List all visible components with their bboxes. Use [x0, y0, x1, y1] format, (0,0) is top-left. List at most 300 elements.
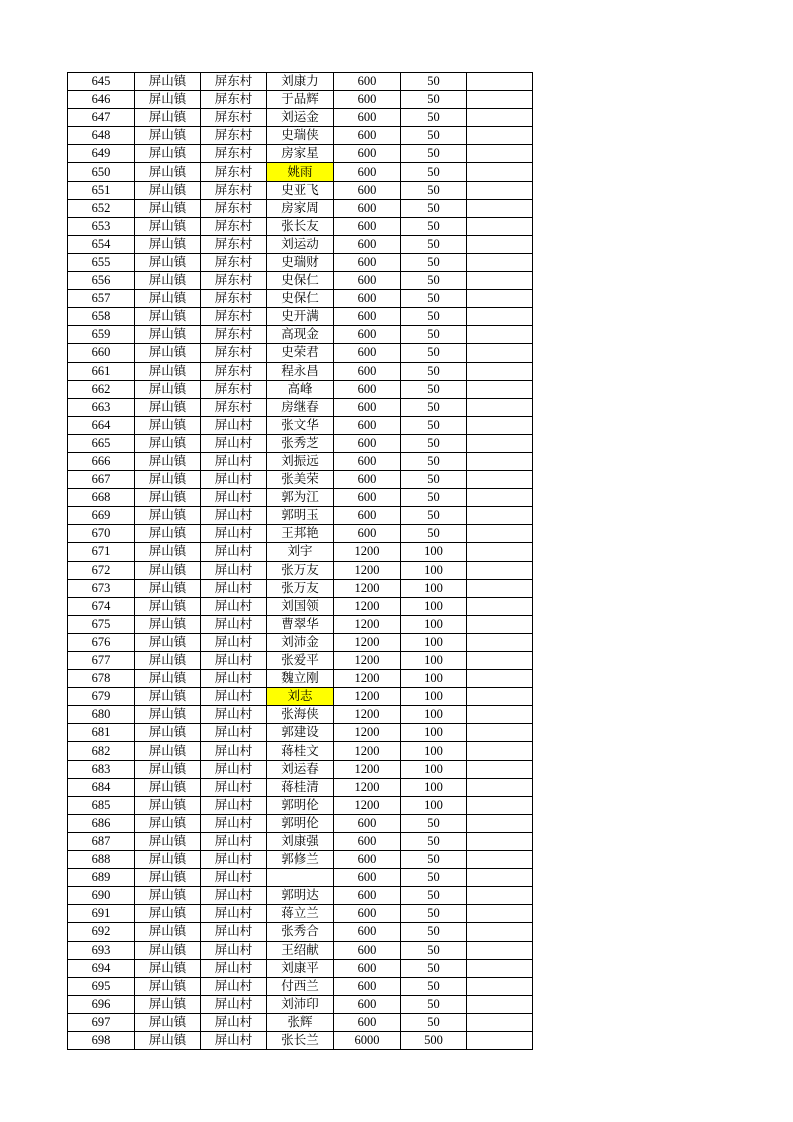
name-cell: 史瑞财	[267, 253, 334, 271]
name-cell: 史开满	[267, 308, 334, 326]
table-row	[68, 416, 533, 434]
row-number-cell: 685	[68, 796, 135, 814]
row-number-cell: 698	[68, 1031, 135, 1049]
village-cell: 屏东村	[201, 326, 267, 344]
town-cell: 屏山镇	[135, 633, 201, 651]
note-cell	[467, 1031, 533, 1049]
town-cell: 屏山镇	[135, 814, 201, 832]
name-cell: 刘宇	[267, 543, 334, 561]
table-row	[68, 1031, 533, 1049]
note-cell	[467, 344, 533, 362]
count-cell: 50	[401, 398, 467, 416]
table-row	[68, 543, 533, 561]
row-number-cell: 660	[68, 344, 135, 362]
town-cell: 屏山镇	[135, 73, 201, 91]
town-cell: 屏山镇	[135, 344, 201, 362]
amount-cell: 600	[334, 416, 401, 434]
amount-cell: 600	[334, 832, 401, 850]
village-cell: 屏山村	[201, 796, 267, 814]
row-number-cell: 683	[68, 760, 135, 778]
town-cell: 屏山镇	[135, 525, 201, 543]
village-cell: 屏山村	[201, 941, 267, 959]
row-number-cell: 654	[68, 235, 135, 253]
count-cell: 100	[401, 742, 467, 760]
row-number-cell: 676	[68, 633, 135, 651]
note-cell	[467, 561, 533, 579]
village-cell: 屏山村	[201, 869, 267, 887]
amount-cell: 600	[334, 308, 401, 326]
count-cell: 50	[401, 73, 467, 91]
amount-cell: 1200	[334, 706, 401, 724]
table-row	[68, 326, 533, 344]
row-number-cell: 652	[68, 199, 135, 217]
table-row	[68, 579, 533, 597]
village-cell: 屏山村	[201, 597, 267, 615]
village-cell: 屏东村	[201, 145, 267, 163]
amount-cell: 1200	[334, 597, 401, 615]
village-cell: 屏东村	[201, 290, 267, 308]
table-row	[68, 923, 533, 941]
table-row	[68, 73, 533, 91]
name-cell: 房继春	[267, 398, 334, 416]
row-number-cell: 695	[68, 977, 135, 995]
note-cell	[467, 977, 533, 995]
row-number-cell: 649	[68, 145, 135, 163]
row-number-cell: 645	[68, 73, 135, 91]
row-number-cell: 661	[68, 362, 135, 380]
row-number-cell: 665	[68, 434, 135, 452]
table-row	[68, 344, 533, 362]
note-cell	[467, 832, 533, 850]
note-cell	[467, 290, 533, 308]
note-cell	[467, 380, 533, 398]
amount-cell: 600	[334, 851, 401, 869]
name-cell: 刘康强	[267, 832, 334, 850]
name-cell: 郭明达	[267, 887, 334, 905]
village-cell: 屏山村	[201, 615, 267, 633]
count-cell: 50	[401, 814, 467, 832]
note-cell	[467, 91, 533, 109]
row-number-cell: 686	[68, 814, 135, 832]
name-cell: 刘国领	[267, 597, 334, 615]
count-cell: 50	[401, 326, 467, 344]
amount-cell: 1200	[334, 760, 401, 778]
amount-cell: 600	[334, 1013, 401, 1031]
town-cell: 屏山镇	[135, 887, 201, 905]
table-row	[68, 471, 533, 489]
table-row	[68, 452, 533, 470]
table-row	[68, 217, 533, 235]
amount-cell: 600	[334, 127, 401, 145]
row-number-cell: 646	[68, 91, 135, 109]
name-cell: 房家星	[267, 145, 334, 163]
count-cell: 50	[401, 1013, 467, 1031]
town-cell: 屏山镇	[135, 724, 201, 742]
amount-cell: 600	[334, 109, 401, 127]
note-cell	[467, 1013, 533, 1031]
town-cell: 屏山镇	[135, 1031, 201, 1049]
village-cell: 屏山村	[201, 434, 267, 452]
amount-cell: 1200	[334, 543, 401, 561]
note-cell	[467, 217, 533, 235]
village-cell: 屏东村	[201, 163, 267, 181]
village-cell: 屏东村	[201, 109, 267, 127]
row-number-cell: 693	[68, 941, 135, 959]
note-cell	[467, 235, 533, 253]
row-number-cell: 673	[68, 579, 135, 597]
note-cell	[467, 416, 533, 434]
note-cell	[467, 308, 533, 326]
amount-cell: 600	[334, 181, 401, 199]
amount-cell: 600	[334, 73, 401, 91]
amount-cell: 1200	[334, 579, 401, 597]
count-cell: 50	[401, 362, 467, 380]
table-row	[68, 290, 533, 308]
row-number-cell: 672	[68, 561, 135, 579]
amount-cell: 1200	[334, 778, 401, 796]
name-cell: 房家周	[267, 199, 334, 217]
count-cell: 100	[401, 652, 467, 670]
name-cell: 张文华	[267, 416, 334, 434]
row-number-cell: 659	[68, 326, 135, 344]
count-cell: 100	[401, 724, 467, 742]
name-cell: 张爱平	[267, 652, 334, 670]
name-cell: 高现金	[267, 326, 334, 344]
table-row	[68, 308, 533, 326]
amount-cell: 600	[334, 272, 401, 290]
note-cell	[467, 272, 533, 290]
table-row	[68, 489, 533, 507]
name-cell: 郭明玉	[267, 507, 334, 525]
count-cell: 50	[401, 851, 467, 869]
note-cell	[467, 362, 533, 380]
note-cell	[467, 398, 533, 416]
table-row	[68, 163, 533, 181]
row-number-cell: 684	[68, 778, 135, 796]
count-cell: 50	[401, 145, 467, 163]
table-row	[68, 851, 533, 869]
amount-cell: 600	[334, 905, 401, 923]
amount-cell: 1200	[334, 724, 401, 742]
count-cell: 50	[401, 869, 467, 887]
town-cell: 屏山镇	[135, 796, 201, 814]
village-cell: 屏山村	[201, 507, 267, 525]
town-cell: 屏山镇	[135, 561, 201, 579]
amount-cell: 600	[334, 253, 401, 271]
note-cell	[467, 543, 533, 561]
count-cell: 50	[401, 452, 467, 470]
table-row	[68, 199, 533, 217]
count-cell: 50	[401, 525, 467, 543]
count-cell: 50	[401, 995, 467, 1013]
name-cell: 史亚飞	[267, 181, 334, 199]
amount-cell: 600	[334, 217, 401, 235]
count-cell: 100	[401, 670, 467, 688]
count-cell: 50	[401, 199, 467, 217]
table-row	[68, 814, 533, 832]
town-cell: 屏山镇	[135, 670, 201, 688]
note-cell	[467, 199, 533, 217]
town-cell: 屏山镇	[135, 471, 201, 489]
table-row	[68, 742, 533, 760]
count-cell: 100	[401, 561, 467, 579]
subsidy-table	[67, 72, 533, 1050]
village-cell: 屏山村	[201, 995, 267, 1013]
note-cell	[467, 633, 533, 651]
table-row	[68, 887, 533, 905]
amount-cell: 600	[334, 525, 401, 543]
row-number-cell: 658	[68, 308, 135, 326]
amount-cell: 600	[334, 344, 401, 362]
note-cell	[467, 670, 533, 688]
count-cell: 100	[401, 796, 467, 814]
count-cell: 100	[401, 579, 467, 597]
town-cell: 屏山镇	[135, 145, 201, 163]
row-number-cell: 674	[68, 597, 135, 615]
village-cell: 屏东村	[201, 398, 267, 416]
amount-cell: 600	[334, 814, 401, 832]
row-number-cell: 657	[68, 290, 135, 308]
name-cell	[267, 869, 334, 887]
town-cell: 屏山镇	[135, 832, 201, 850]
note-cell	[467, 760, 533, 778]
village-cell: 屏东村	[201, 362, 267, 380]
town-cell: 屏山镇	[135, 652, 201, 670]
table-row	[68, 109, 533, 127]
count-cell: 50	[401, 91, 467, 109]
amount-cell: 600	[334, 959, 401, 977]
row-number-cell: 666	[68, 452, 135, 470]
count-cell: 50	[401, 923, 467, 941]
town-cell: 屏山镇	[135, 760, 201, 778]
note-cell	[467, 471, 533, 489]
name-cell: 张辉	[267, 1013, 334, 1031]
count-cell: 50	[401, 977, 467, 995]
amount-cell: 600	[334, 163, 401, 181]
row-number-cell: 692	[68, 923, 135, 941]
row-number-cell: 653	[68, 217, 135, 235]
village-cell: 屏山村	[201, 561, 267, 579]
village-cell: 屏山村	[201, 724, 267, 742]
village-cell: 屏山村	[201, 742, 267, 760]
row-number-cell: 689	[68, 869, 135, 887]
count-cell: 50	[401, 217, 467, 235]
village-cell: 屏山村	[201, 670, 267, 688]
note-cell	[467, 597, 533, 615]
note-cell	[467, 742, 533, 760]
village-cell: 屏东村	[201, 253, 267, 271]
table-row	[68, 127, 533, 145]
village-cell: 屏山村	[201, 416, 267, 434]
name-cell: 张秀芝	[267, 434, 334, 452]
town-cell: 屏山镇	[135, 1013, 201, 1031]
town-cell: 屏山镇	[135, 489, 201, 507]
name-cell: 王绍献	[267, 941, 334, 959]
village-cell: 屏山村	[201, 814, 267, 832]
town-cell: 屏山镇	[135, 579, 201, 597]
village-cell: 屏山村	[201, 778, 267, 796]
count-cell: 50	[401, 507, 467, 525]
note-cell	[467, 434, 533, 452]
town-cell: 屏山镇	[135, 995, 201, 1013]
note-cell	[467, 127, 533, 145]
name-cell: 郭建设	[267, 724, 334, 742]
note-cell	[467, 525, 533, 543]
amount-cell: 600	[334, 507, 401, 525]
village-cell: 屏东村	[201, 91, 267, 109]
name-cell: 姚雨	[267, 163, 334, 181]
amount-cell: 1200	[334, 652, 401, 670]
count-cell: 50	[401, 416, 467, 434]
name-cell: 郭为江	[267, 489, 334, 507]
name-cell: 刘沛印	[267, 995, 334, 1013]
note-cell	[467, 452, 533, 470]
count-cell: 50	[401, 471, 467, 489]
count-cell: 50	[401, 127, 467, 145]
table-row	[68, 959, 533, 977]
village-cell: 屏山村	[201, 832, 267, 850]
village-cell: 屏山村	[201, 887, 267, 905]
row-number-cell: 678	[68, 670, 135, 688]
count-cell: 50	[401, 489, 467, 507]
table-body	[68, 73, 533, 1050]
count-cell: 100	[401, 688, 467, 706]
village-cell: 屏山村	[201, 471, 267, 489]
village-cell: 屏东村	[201, 235, 267, 253]
table-row	[68, 1013, 533, 1031]
name-cell: 张美荣	[267, 471, 334, 489]
table-row	[68, 597, 533, 615]
village-cell: 屏山村	[201, 1013, 267, 1031]
village-cell: 屏山村	[201, 579, 267, 597]
row-number-cell: 675	[68, 615, 135, 633]
amount-cell: 600	[334, 995, 401, 1013]
amount-cell: 600	[334, 471, 401, 489]
row-number-cell: 648	[68, 127, 135, 145]
town-cell: 屏山镇	[135, 253, 201, 271]
town-cell: 屏山镇	[135, 688, 201, 706]
table-row	[68, 724, 533, 742]
name-cell: 刘运春	[267, 760, 334, 778]
row-number-cell: 651	[68, 181, 135, 199]
row-number-cell: 667	[68, 471, 135, 489]
note-cell	[467, 73, 533, 91]
town-cell: 屏山镇	[135, 398, 201, 416]
note-cell	[467, 706, 533, 724]
name-cell: 张长友	[267, 217, 334, 235]
town-cell: 屏山镇	[135, 380, 201, 398]
amount-cell: 600	[334, 380, 401, 398]
name-cell: 付西兰	[267, 977, 334, 995]
name-cell: 刘振远	[267, 452, 334, 470]
name-cell: 刘运金	[267, 109, 334, 127]
table-row	[68, 615, 533, 633]
town-cell: 屏山镇	[135, 199, 201, 217]
row-number-cell: 696	[68, 995, 135, 1013]
town-cell: 屏山镇	[135, 706, 201, 724]
amount-cell: 600	[334, 362, 401, 380]
row-number-cell: 688	[68, 851, 135, 869]
village-cell: 屏东村	[201, 217, 267, 235]
name-cell: 高峰	[267, 380, 334, 398]
town-cell: 屏山镇	[135, 507, 201, 525]
name-cell: 史保仁	[267, 290, 334, 308]
row-number-cell: 671	[68, 543, 135, 561]
name-cell: 蒋立兰	[267, 905, 334, 923]
name-cell: 郭明伦	[267, 796, 334, 814]
town-cell: 屏山镇	[135, 543, 201, 561]
village-cell: 屏东村	[201, 73, 267, 91]
name-cell: 刘沛金	[267, 633, 334, 651]
name-cell: 郭修兰	[267, 851, 334, 869]
village-cell: 屏东村	[201, 181, 267, 199]
count-cell: 500	[401, 1031, 467, 1049]
count-cell: 50	[401, 941, 467, 959]
amount-cell: 600	[334, 452, 401, 470]
table-row	[68, 362, 533, 380]
note-cell	[467, 145, 533, 163]
village-cell: 屏山村	[201, 688, 267, 706]
note-cell	[467, 959, 533, 977]
name-cell: 史荣君	[267, 344, 334, 362]
village-cell: 屏山村	[201, 706, 267, 724]
table-row	[68, 778, 533, 796]
village-cell: 屏山村	[201, 543, 267, 561]
row-number-cell: 687	[68, 832, 135, 850]
table-row	[68, 507, 533, 525]
note-cell	[467, 615, 533, 633]
count-cell: 100	[401, 778, 467, 796]
row-number-cell: 669	[68, 507, 135, 525]
town-cell: 屏山镇	[135, 597, 201, 615]
name-cell: 郭明伦	[267, 814, 334, 832]
count-cell: 100	[401, 706, 467, 724]
table-row	[68, 869, 533, 887]
table-row	[68, 977, 533, 995]
count-cell: 50	[401, 434, 467, 452]
table-row	[68, 796, 533, 814]
table-row	[68, 91, 533, 109]
amount-cell: 600	[334, 398, 401, 416]
count-cell: 50	[401, 887, 467, 905]
row-number-cell: 681	[68, 724, 135, 742]
name-cell: 张海侠	[267, 706, 334, 724]
count-cell: 100	[401, 633, 467, 651]
note-cell	[467, 995, 533, 1013]
name-cell: 于品辉	[267, 91, 334, 109]
village-cell: 屏山村	[201, 652, 267, 670]
row-number-cell: 682	[68, 742, 135, 760]
note-cell	[467, 181, 533, 199]
name-cell: 张长兰	[267, 1031, 334, 1049]
table-row	[68, 760, 533, 778]
village-cell: 屏东村	[201, 127, 267, 145]
note-cell	[467, 941, 533, 959]
table-row	[68, 380, 533, 398]
count-cell: 50	[401, 181, 467, 199]
row-number-cell: 670	[68, 525, 135, 543]
table-row	[68, 995, 533, 1013]
row-number-cell: 679	[68, 688, 135, 706]
village-cell: 屏山村	[201, 489, 267, 507]
count-cell: 100	[401, 543, 467, 561]
table-row	[68, 235, 533, 253]
note-cell	[467, 507, 533, 525]
row-number-cell: 668	[68, 489, 135, 507]
town-cell: 屏山镇	[135, 235, 201, 253]
name-cell: 蒋桂清	[267, 778, 334, 796]
amount-cell: 600	[334, 434, 401, 452]
